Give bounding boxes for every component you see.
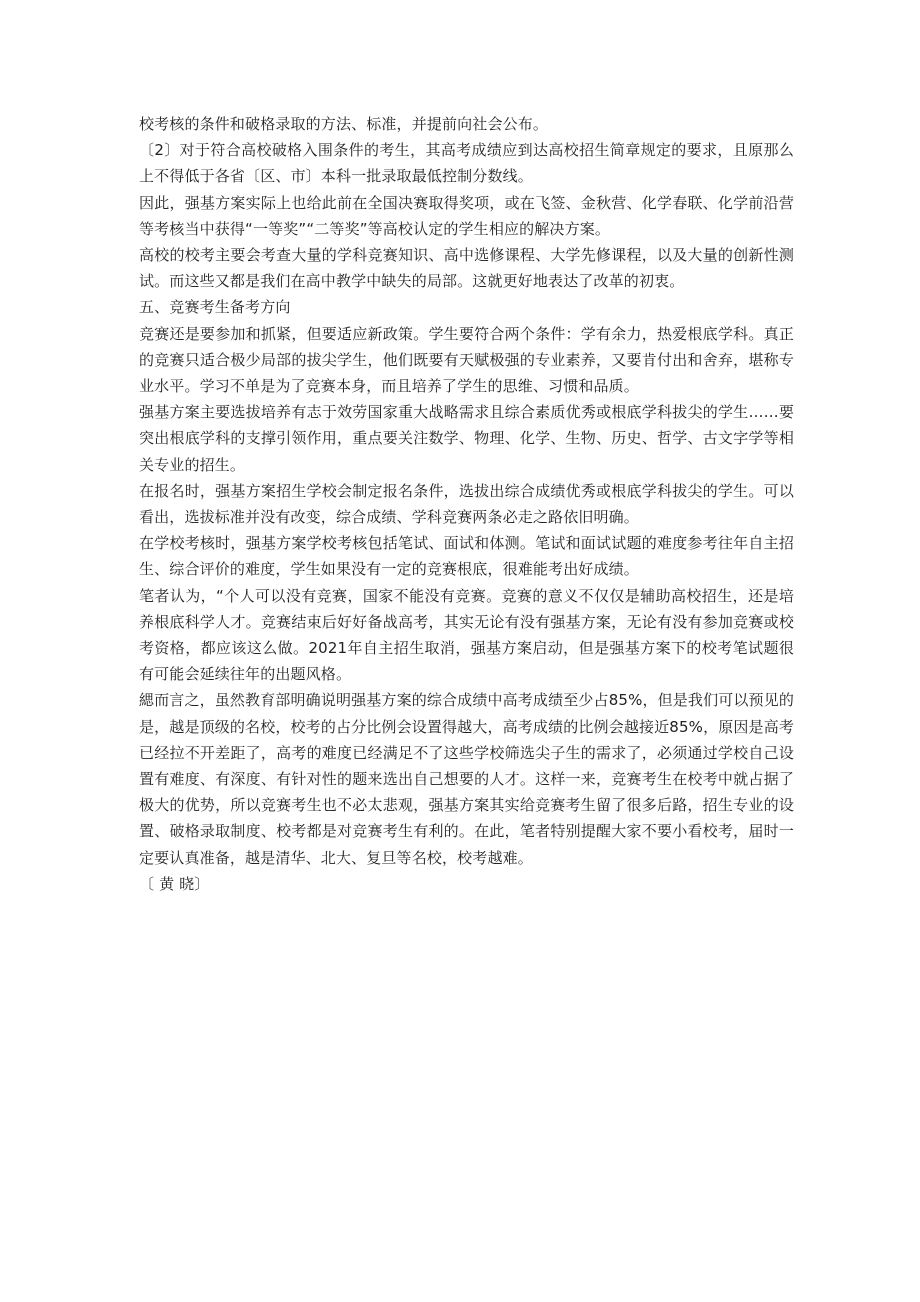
paragraph-award-solution: 因此，强基方案实际上也给此前在全国决赛取得奖项，或在飞签、金秋营、化学春联、化学前沿营等考核当中获得“一等奖”“二等奖”等高校认定的学生相应的解决方案。 xyxy=(139,193,794,238)
paragraph-conclusion: 緦而言之，虽然教育部明确说明强基方案的综合成绩中高考成绩至少占85%，但是我们可以预见的是，越是顶级的名校，校考的占分比例会设置得越大，高考成绩的比例会越接近85%，原因是高考已经拉不开差距了，高考的难度已经满足不了这些学校筛选尖子生的需求了，必须通过学校自己设置有难度、有深度、有针对性的题来选出自己想要的人才。这样一来，竞赛考生在校考中就占据了极大的优势，所以竞赛考生也不必太悲观，强基方案其实给竞赛考生留了很多后路，招生专业的设置、破格录取制度、校考都是对竞赛考生有利的。在此，笔者特别提醒大家不要小看校考，届时一定要认真准备，越是清华、北大、复旦等名校，校考越难。 xyxy=(139,691,794,867)
author-signature: 〔 黄 晓〕 xyxy=(139,874,210,893)
paragraph-author-opinion: 笔者认为，“个人可以没有竞赛，国家不能没有竞赛。竞赛的意义不仅仅是辅助高校招生，还是培养根底科学人才。竞赛结束后好好备战高考，其实无论有没有强基方案，无论有没有参加竞赛或校考资格，都应该这么做。2021年自主招生取消，强基方案启动，但是强基方案下的校考笔试题很有可能会延续往年的出题风格。 xyxy=(139,586,794,684)
paragraph-registration: 在报名时，强基方案招生学校会制定报名条件，选拔出综合成绩优秀或根底学科拔尖的学生。可以看出，选拔标准并没有改变，综合成绩、学科竞赛两条必走之路依旧明确。 xyxy=(139,481,794,527)
section-heading-competition-prep: 五、竞赛考生备考方向 xyxy=(139,298,291,317)
article-body xyxy=(139,111,794,897)
paragraph-strong-base-plan: 强基方案主要选拔培养有志于效劳国家重大战略需求且综合素质优秀或根底学科拔尖的学生……要突出根底学科的支撑引领作用，重点要关注数学、物理、化学、生物、历史、哲学、古文字学等相关专业的招生。 xyxy=(139,403,794,474)
paragraph-school-assessment: 在学校考核时，强基方案学校考核包括笔试、面试和体测。笔试和面试试题的难度参考往年自主招生、综合评价的难度，学生如果没有一定的竞赛根底，很难能考出好成绩。 xyxy=(139,534,794,579)
paragraph-competition-advice: 竞赛还是要参加和抓紧，但要适应新政策。学生要符合两个条件：学有余力，热爱根底学科。真正的竞赛只适合极少局部的拔尖学生，他们既要有天赋极强的专业素养，又要肯付出和舍弃，堪称专业水平。学习不单是为了竞赛本身，而且培养了学生的思维、习惯和品质。 xyxy=(139,324,794,396)
paragraph-school-exam-content: 高校的校考主要会考查大量的学科竞赛知识、高中选修课程、大学先修课程，以及大量的创新性测试。而这些又都是我们在高中教学中缺失的局部。这就更好地表达了改革的初衷。 xyxy=(139,246,794,291)
paragraph-score-requirement: 〔2〕对于符合高校破格入围条件的考生，其高考成绩应到达高校招生简章规定的要求，且原那么上不得低于各省〔区、市〕本科一批录取最低控制分数线。 xyxy=(139,141,794,186)
paragraph-criteria-announcement: 校考核的条件和破格录取的方法、标准，并提前向社会公布。 xyxy=(139,115,549,133)
